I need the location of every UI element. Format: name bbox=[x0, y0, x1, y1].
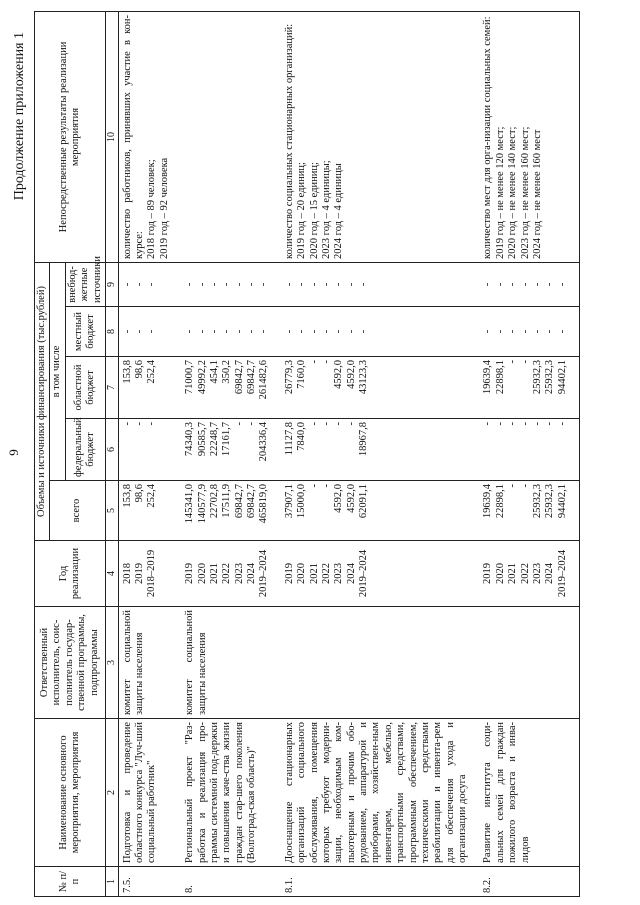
local-value: - bbox=[296, 329, 308, 334]
regional-value: 25932,3 bbox=[544, 360, 556, 395]
offbudget-value: - bbox=[358, 282, 370, 287]
total-value: 465819,0 bbox=[258, 484, 270, 524]
row-name: Подготовка и проведение областного конкурса "Луч-ший социальный работник" bbox=[118, 719, 181, 867]
row-offbudget bbox=[281, 262, 480, 306]
result-line: 2024 год – 4 единицы bbox=[333, 163, 345, 259]
row-number: 8.1. bbox=[281, 867, 480, 897]
row-executor bbox=[281, 607, 480, 719]
federal-value: - bbox=[308, 422, 320, 426]
total-value: 145341,0 bbox=[184, 484, 196, 524]
col-number: 10 bbox=[105, 11, 118, 262]
local-value: - bbox=[221, 329, 233, 334]
row-executor: комитет социальной защиты населения bbox=[181, 607, 281, 719]
local-value: - bbox=[519, 329, 531, 334]
total-value: 25932,3 bbox=[544, 484, 556, 519]
row-name: Региональный проект "Раз-работка и реализация про-граммы системной под-держки и повышения каче-ства жизни граждан стар-шего поколения (Волгоград-ская область)" bbox=[181, 719, 281, 867]
total-value: 98,6 bbox=[134, 484, 146, 503]
result-line: 2019 год – 92 человека bbox=[158, 157, 170, 259]
total-value: 69842,7 bbox=[233, 484, 245, 519]
local-value: - bbox=[208, 329, 220, 334]
row-federal bbox=[181, 419, 281, 481]
offbudget-value: - bbox=[208, 282, 220, 287]
offbudget-value: - bbox=[308, 282, 320, 287]
total-value: 140577,9 bbox=[196, 484, 208, 524]
row-regional bbox=[281, 357, 480, 419]
page-number: 9 bbox=[6, 449, 21, 456]
regional-value: 49992,2 bbox=[196, 360, 208, 395]
regional-value: 69842,7 bbox=[233, 360, 245, 395]
offbudget-value: - bbox=[494, 282, 506, 287]
row-total bbox=[479, 481, 579, 541]
total-value: 153,8 bbox=[121, 484, 133, 508]
local-value: - bbox=[258, 329, 270, 334]
year-value: 2021 bbox=[208, 563, 220, 584]
result-line: 2019 год – 20 единиц; bbox=[296, 162, 308, 259]
local-value: - bbox=[358, 329, 370, 334]
offbudget-value: - bbox=[544, 282, 556, 287]
row-regional bbox=[181, 357, 281, 419]
regional-value: 69842,7 bbox=[246, 360, 258, 395]
local-value: - bbox=[345, 329, 357, 334]
year-value: 2024 bbox=[544, 563, 556, 584]
header-federal: федеральный бюджет bbox=[65, 419, 105, 481]
row-regional bbox=[479, 357, 579, 419]
row-years bbox=[118, 541, 181, 607]
row-regional bbox=[118, 357, 181, 419]
regional-value: 252,4 bbox=[146, 360, 158, 384]
total-value: 25932,3 bbox=[531, 484, 543, 519]
row-result bbox=[479, 11, 579, 262]
total-value: 15000,0 bbox=[296, 484, 308, 519]
year-value: 2019–2024 bbox=[358, 549, 370, 598]
row-offbudget bbox=[181, 262, 281, 306]
table-row bbox=[479, 11, 579, 896]
result-line: количество работников, принявших участие в кон-курсе: bbox=[121, 14, 146, 259]
local-value: - bbox=[134, 329, 146, 334]
col-number: 2 bbox=[105, 719, 118, 867]
table-row bbox=[281, 11, 480, 896]
header-funding: Объемы и источники финансирования (тыс.рублей) bbox=[35, 262, 50, 540]
regional-value: - bbox=[308, 360, 320, 364]
offbudget-value: - bbox=[221, 282, 233, 287]
header-result: Непосредственные результаты реализации мероприятия bbox=[35, 11, 106, 262]
local-value: - bbox=[184, 329, 196, 334]
total-value: 69842,7 bbox=[246, 484, 258, 519]
row-result bbox=[281, 11, 480, 262]
year-value: 2018–2019 bbox=[146, 549, 158, 598]
year-value: 2019 bbox=[482, 563, 494, 584]
offbudget-value: - bbox=[134, 282, 146, 287]
offbudget-value: - bbox=[296, 282, 308, 287]
header-total: всего bbox=[50, 481, 106, 541]
year-value: 2018 bbox=[121, 563, 133, 584]
federal-value: - bbox=[482, 422, 494, 426]
local-value: - bbox=[507, 329, 519, 334]
year-value: 2023 bbox=[333, 563, 345, 584]
year-value: 2021 bbox=[308, 563, 320, 584]
year-value: 2022 bbox=[221, 563, 233, 584]
year-value: 2020 bbox=[296, 563, 308, 584]
row-number: 7.5. bbox=[118, 867, 181, 897]
local-value: - bbox=[121, 329, 133, 334]
row-result bbox=[118, 11, 181, 262]
regional-value: 4592,0 bbox=[333, 360, 345, 389]
row-years bbox=[281, 541, 480, 607]
local-value: - bbox=[333, 329, 345, 334]
result-line: 2020 год – 15 единиц; bbox=[308, 162, 320, 259]
offbudget-value: - bbox=[283, 282, 295, 287]
continuation-caption: Продолжение приложения 1 bbox=[12, 32, 27, 201]
row-federal bbox=[281, 419, 480, 481]
header-local: местный бюджет bbox=[65, 307, 105, 357]
row-local bbox=[118, 307, 181, 357]
row-local bbox=[281, 307, 480, 357]
year-value: 2020 bbox=[196, 563, 208, 584]
year-value: 2023 bbox=[531, 563, 543, 584]
federal-value: - bbox=[146, 422, 158, 426]
header-regional: областной бюджет bbox=[65, 357, 105, 419]
total-value: 17511,9 bbox=[221, 484, 233, 518]
year-value: 2024 bbox=[246, 563, 258, 584]
federal-value: - bbox=[507, 422, 519, 426]
result-line: 2023 год – 4 единицы; bbox=[320, 160, 332, 259]
row-offbudget bbox=[118, 262, 181, 306]
total-value: 37907,1 bbox=[283, 484, 295, 519]
local-value: - bbox=[531, 329, 543, 334]
offbudget-value: - bbox=[482, 282, 494, 287]
table-row bbox=[181, 11, 281, 896]
total-value: - bbox=[308, 484, 320, 488]
local-value: - bbox=[146, 329, 158, 334]
result-line: 2024 год – не менее 160 мест bbox=[531, 129, 543, 259]
regional-value: 350,2 bbox=[221, 360, 233, 384]
year-value: 2019–2024 bbox=[556, 549, 568, 598]
result-line: 2020 год – не менее 140 мест; bbox=[507, 126, 519, 259]
year-value: 2019 bbox=[134, 563, 146, 584]
federal-value: 22248,7 bbox=[208, 422, 220, 457]
result-line: количество социальных стационарных организаций: bbox=[283, 23, 295, 259]
offbudget-value: - bbox=[184, 282, 196, 287]
year-value: 2022 bbox=[519, 563, 531, 584]
regional-value: 25932,3 bbox=[531, 360, 543, 395]
offbudget-value: - bbox=[196, 282, 208, 287]
federal-value: - bbox=[519, 422, 531, 426]
header-num: № п/п bbox=[35, 867, 106, 897]
regional-value: 71000,7 bbox=[184, 360, 196, 395]
local-value: - bbox=[308, 329, 320, 334]
regional-value: 94402,1 bbox=[556, 360, 568, 395]
regional-value: 261482,6 bbox=[258, 360, 270, 400]
row-offbudget bbox=[479, 262, 579, 306]
row-federal bbox=[479, 419, 579, 481]
total-value: 4592,0 bbox=[345, 484, 357, 513]
federal-value: 204336,4 bbox=[258, 422, 270, 462]
local-value: - bbox=[544, 329, 556, 334]
local-value: - bbox=[196, 329, 208, 334]
offbudget-value: - bbox=[531, 282, 543, 287]
row-executor: комитет социальной защиты населения bbox=[118, 607, 181, 719]
regional-value: 454,1 bbox=[208, 360, 220, 384]
year-value: 2019–2024 bbox=[258, 549, 270, 598]
header-year: Год реализации bbox=[35, 541, 106, 607]
total-value: - bbox=[320, 484, 332, 488]
federal-value: - bbox=[121, 422, 133, 426]
local-value: - bbox=[246, 329, 258, 334]
regional-value: - bbox=[320, 360, 332, 364]
year-value: 2024 bbox=[345, 563, 357, 584]
row-local bbox=[181, 307, 281, 357]
year-value: 2022 bbox=[320, 563, 332, 584]
federal-value: - bbox=[345, 422, 357, 426]
regional-value: - bbox=[519, 360, 531, 364]
local-value: - bbox=[556, 329, 568, 334]
col-number: 1 bbox=[105, 867, 118, 897]
regional-value: 26779,3 bbox=[283, 360, 295, 395]
offbudget-value: - bbox=[146, 282, 158, 287]
total-value: 22898,1 bbox=[494, 484, 506, 519]
table-body bbox=[118, 11, 579, 896]
federal-value: - bbox=[246, 422, 258, 426]
result-line: 2018 год – 89 человек; bbox=[146, 159, 158, 259]
row-number: 8.2. bbox=[479, 867, 579, 897]
row-name: Дооснащение стационарных организаций социального обслуживания, помещения которых требуют модерни-зации, необходимым ком-пьютерным и прочим обо-рудованием, аппаратурой и приборами, хозяйствен-ным инвентарем, мебелью, транспортными средствами, программным обеспечением, техническими средствами реабилитации и инвента-рем для обеспечения ухода и организации досуга bbox=[281, 719, 480, 867]
regional-value: 4592,0 bbox=[345, 360, 357, 389]
federal-value: 7840,0 bbox=[296, 422, 308, 451]
regional-value: 153,8 bbox=[121, 360, 133, 384]
col-number: 7 bbox=[105, 357, 118, 419]
federal-value: - bbox=[134, 422, 146, 426]
header-including: в том числе bbox=[50, 262, 65, 480]
total-value: 19639,4 bbox=[482, 484, 494, 519]
federal-value: 11127,8 bbox=[283, 422, 295, 456]
row-local bbox=[479, 307, 579, 357]
offbudget-value: - bbox=[519, 282, 531, 287]
regional-value: 7160,0 bbox=[296, 360, 308, 389]
federal-value: 18967,8 bbox=[358, 422, 370, 457]
row-executor bbox=[479, 607, 579, 719]
federal-value: 90585,7 bbox=[196, 422, 208, 457]
table-row bbox=[118, 11, 181, 896]
offbudget-value: - bbox=[556, 282, 568, 287]
offbudget-value: - bbox=[246, 282, 258, 287]
year-value: 2019 bbox=[184, 563, 196, 584]
total-value: - bbox=[519, 484, 531, 488]
total-value: 62091,1 bbox=[358, 484, 370, 519]
col-number: 3 bbox=[105, 607, 118, 719]
header-offbudget: внебюд-жетные источники bbox=[65, 262, 105, 306]
row-name: Развитие института соци-альных семей для граждан пожилого возраста и инва-лидов bbox=[479, 719, 579, 867]
row-total bbox=[281, 481, 480, 541]
total-value: 94402,1 bbox=[556, 484, 568, 519]
result-line: количество мест для орга-низации социальных семей: bbox=[482, 16, 494, 259]
federal-value: - bbox=[544, 422, 556, 426]
col-number: 5 bbox=[105, 481, 118, 541]
col-number: 8 bbox=[105, 307, 118, 357]
federal-value: 17161,7 bbox=[221, 422, 233, 457]
local-value: - bbox=[283, 329, 295, 334]
year-value: 2020 bbox=[494, 563, 506, 584]
regional-value: 22898,1 bbox=[494, 360, 506, 395]
regional-value: - bbox=[507, 360, 519, 364]
header-executor: Ответственный исполнитель, соис-полнитель государ-ственной программы, подпрограммы bbox=[35, 607, 106, 719]
federal-value: - bbox=[556, 422, 568, 426]
federal-value: - bbox=[233, 422, 245, 426]
row-federal bbox=[118, 419, 181, 481]
regional-value: 43123,3 bbox=[358, 360, 370, 395]
year-value: 2023 bbox=[233, 563, 245, 584]
total-value: 4592,0 bbox=[333, 484, 345, 513]
local-value: - bbox=[233, 329, 245, 334]
col-number: 4 bbox=[105, 541, 118, 607]
offbudget-value: - bbox=[320, 282, 332, 287]
local-value: - bbox=[320, 329, 332, 334]
result-line: 2019 год – не менее 120 мест; bbox=[494, 126, 506, 259]
result-line: 2023 год – не менее 160 мест; bbox=[519, 126, 531, 259]
regional-value: 19639,4 bbox=[482, 360, 494, 395]
offbudget-value: - bbox=[258, 282, 270, 287]
year-value: 2021 bbox=[507, 563, 519, 584]
federal-value: - bbox=[333, 422, 345, 426]
local-value: - bbox=[482, 329, 494, 334]
row-total bbox=[181, 481, 281, 541]
federal-value: 74340,3 bbox=[184, 422, 196, 457]
regional-value: 98,6 bbox=[134, 360, 146, 379]
offbudget-value: - bbox=[507, 282, 519, 287]
row-years bbox=[181, 541, 281, 607]
federal-value: - bbox=[494, 422, 506, 426]
row-result bbox=[181, 11, 281, 262]
federal-value: - bbox=[531, 422, 543, 426]
offbudget-value: - bbox=[233, 282, 245, 287]
local-value: - bbox=[494, 329, 506, 334]
row-total bbox=[118, 481, 181, 541]
offbudget-value: - bbox=[333, 282, 345, 287]
offbudget-value: - bbox=[121, 282, 133, 287]
column-number-row bbox=[105, 11, 118, 896]
program-table bbox=[34, 11, 580, 897]
col-number: 9 bbox=[105, 262, 118, 306]
row-number: 8. bbox=[181, 867, 281, 897]
offbudget-value: - bbox=[345, 282, 357, 287]
total-value: 252,4 bbox=[146, 484, 158, 508]
col-number: 6 bbox=[105, 419, 118, 481]
year-value: 2019 bbox=[283, 563, 295, 584]
federal-value: - bbox=[320, 422, 332, 426]
row-years bbox=[479, 541, 579, 607]
total-value: 22702,8 bbox=[208, 484, 220, 519]
total-value: - bbox=[507, 484, 519, 488]
header-name: Наименование основного мероприятия, мероприятия bbox=[35, 719, 106, 867]
